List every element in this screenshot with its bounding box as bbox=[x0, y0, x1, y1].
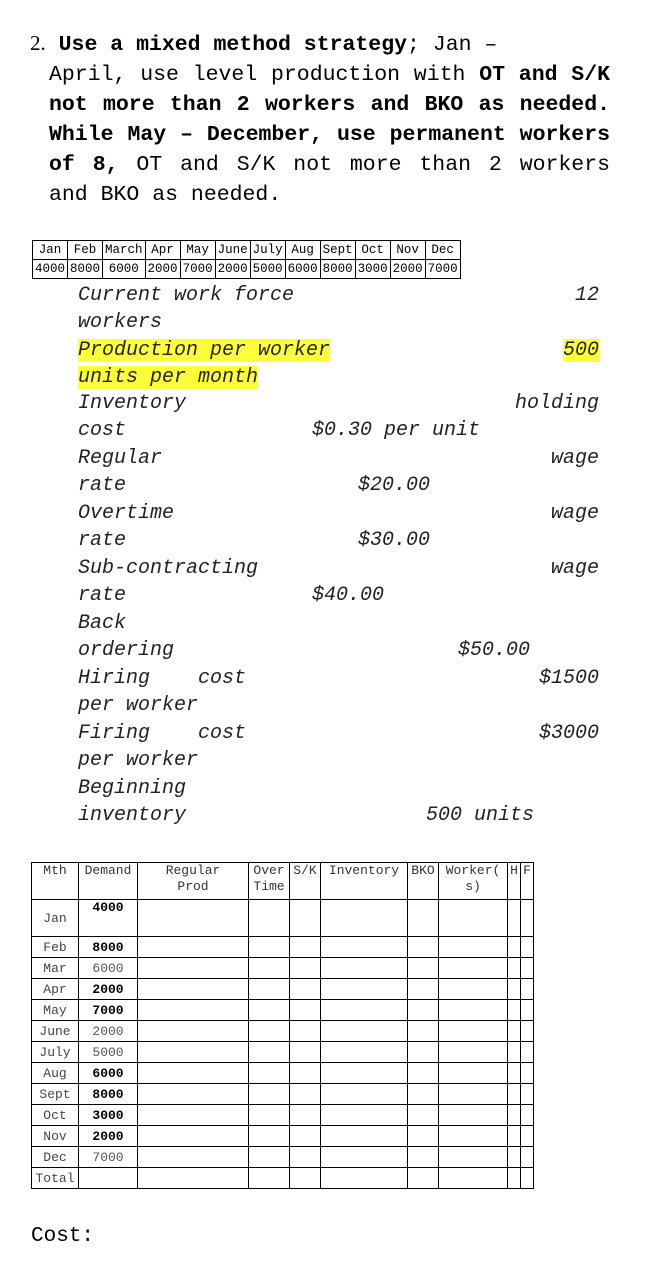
strategy-period: ; Jan – bbox=[407, 33, 498, 57]
month-cell: Apr bbox=[145, 241, 180, 260]
demand-cell: 2000 bbox=[79, 1126, 138, 1147]
problem-statement bbox=[30, 28, 610, 210]
bko-cell[interactable] bbox=[408, 1000, 439, 1021]
month-cell: Jan bbox=[32, 900, 79, 937]
monthly-demand-table bbox=[32, 240, 461, 279]
overtime-cell[interactable] bbox=[249, 1063, 290, 1084]
param-label-right: wage bbox=[550, 557, 599, 580]
bko-cell[interactable] bbox=[408, 1147, 439, 1168]
sk-cell[interactable] bbox=[290, 1063, 321, 1084]
col-header-sk: S/K bbox=[290, 863, 321, 900]
overtime-cell[interactable] bbox=[249, 1105, 290, 1126]
demand-cell: 6000 bbox=[285, 260, 320, 279]
param-label-cont: units per month bbox=[78, 366, 259, 389]
sk-cell[interactable] bbox=[290, 1105, 321, 1126]
demand-cell: 2000 bbox=[215, 260, 250, 279]
month-cell: Sept bbox=[32, 1084, 79, 1105]
param-label-cont: ordering bbox=[78, 639, 175, 662]
regular-prod-cell[interactable] bbox=[138, 1042, 249, 1063]
col-header-hire: H bbox=[508, 863, 521, 900]
demand-cell: 6000 bbox=[79, 1063, 138, 1084]
demand-cell: 5000 bbox=[79, 1042, 138, 1063]
overtime-cell[interactable] bbox=[249, 1042, 290, 1063]
param-label-right: holding bbox=[514, 392, 599, 415]
bko-cell[interactable] bbox=[408, 1126, 439, 1147]
inventory-cell[interactable] bbox=[321, 1147, 408, 1168]
inventory-cell[interactable] bbox=[321, 1042, 408, 1063]
month-cell: March bbox=[103, 241, 146, 260]
col-header-workers bbox=[439, 863, 508, 900]
param-label-cont: rate bbox=[78, 584, 127, 607]
strategy-heading: Use a mixed method strategy bbox=[58, 33, 408, 57]
sk-cell[interactable] bbox=[290, 1000, 321, 1021]
hire-cell[interactable] bbox=[508, 1021, 521, 1042]
param-value: $1500 bbox=[538, 667, 599, 690]
plan-header-row bbox=[32, 863, 534, 900]
param-label: Back bbox=[78, 612, 127, 635]
col-header-demand: Demand bbox=[79, 863, 138, 900]
hire-cell[interactable] bbox=[508, 1063, 521, 1084]
hire-cell[interactable] bbox=[508, 979, 521, 1000]
col-header-regular-prod bbox=[138, 863, 249, 900]
hire-cell[interactable] bbox=[508, 1168, 521, 1189]
hire-cell[interactable] bbox=[508, 1042, 521, 1063]
demand-cell: 8000 bbox=[79, 937, 138, 958]
parameters-list bbox=[78, 284, 599, 832]
problem-number: 2. bbox=[30, 31, 46, 55]
demand-cell: 4000 bbox=[33, 260, 68, 279]
overtime-cell[interactable] bbox=[249, 979, 290, 1000]
table-row bbox=[32, 1063, 534, 1084]
param-label: Sub-contracting bbox=[78, 557, 259, 580]
fire-cell[interactable] bbox=[521, 1105, 534, 1126]
hire-cell[interactable] bbox=[508, 958, 521, 979]
month-cell: June bbox=[32, 1021, 79, 1042]
param-label: Firing cost bbox=[78, 722, 247, 745]
workers-cell[interactable] bbox=[439, 900, 508, 937]
demand-cell: 7000 bbox=[425, 260, 460, 279]
inventory-cell[interactable] bbox=[321, 979, 408, 1000]
hire-cell[interactable] bbox=[508, 900, 521, 937]
fire-cell[interactable] bbox=[521, 958, 534, 979]
param-beginning-inventory bbox=[78, 777, 599, 832]
demand-cell: 8000 bbox=[79, 1084, 138, 1105]
month-cell: Dec bbox=[425, 241, 460, 260]
month-cell: July bbox=[250, 241, 285, 260]
bko-cell[interactable] bbox=[408, 958, 439, 979]
month-cell: May bbox=[32, 1000, 79, 1021]
col-header-overtime bbox=[249, 863, 290, 900]
demand-total-cell[interactable] bbox=[79, 1168, 138, 1189]
bko-cell[interactable] bbox=[408, 937, 439, 958]
problem-body-tail: OT and S/K not more than 2 workers and BKO as needed. bbox=[49, 153, 611, 207]
regular-prod-cell[interactable] bbox=[138, 1105, 249, 1126]
demand-cell: 2000 bbox=[145, 260, 180, 279]
sk-cell[interactable] bbox=[290, 1147, 321, 1168]
month-cell: Oct bbox=[355, 241, 390, 260]
header-line: Prod bbox=[177, 879, 209, 894]
month-cell: May bbox=[180, 241, 215, 260]
hire-cell[interactable] bbox=[508, 937, 521, 958]
month-cell: Dec bbox=[32, 1147, 79, 1168]
hire-cell[interactable] bbox=[508, 1000, 521, 1021]
cost-label: Cost: bbox=[31, 1225, 95, 1248]
workers-cell[interactable] bbox=[439, 1042, 508, 1063]
param-label-cont: inventory bbox=[78, 804, 187, 827]
demand-cell: 7000 bbox=[79, 1000, 138, 1021]
workers-cell[interactable] bbox=[439, 1147, 508, 1168]
month-cell: Aug bbox=[32, 1063, 79, 1084]
inventory-cell[interactable] bbox=[321, 900, 408, 937]
demand-cell: 2000 bbox=[79, 1021, 138, 1042]
param-value: $20.00 bbox=[358, 474, 431, 497]
month-cell: Feb bbox=[32, 937, 79, 958]
param-value: 500 units bbox=[426, 804, 535, 827]
param-hiring-cost bbox=[78, 667, 599, 722]
param-label-right: wage bbox=[550, 502, 599, 525]
param-label: Inventory bbox=[78, 392, 187, 415]
param-value: 12 bbox=[574, 284, 599, 307]
demand-cell: 2000 bbox=[390, 260, 425, 279]
fire-cell[interactable] bbox=[521, 1126, 534, 1147]
col-header-month: Mth bbox=[32, 863, 79, 900]
table-row bbox=[32, 900, 534, 937]
overtime-cell[interactable] bbox=[249, 937, 290, 958]
param-label: Production per worker bbox=[78, 339, 331, 362]
table-row bbox=[32, 1147, 534, 1168]
param-label: Regular bbox=[78, 447, 163, 470]
bko-cell[interactable] bbox=[408, 900, 439, 937]
bko-cell[interactable] bbox=[408, 1105, 439, 1126]
fire-cell[interactable] bbox=[521, 1021, 534, 1042]
regular-prod-cell[interactable] bbox=[138, 1021, 249, 1042]
regular-prod-cell[interactable] bbox=[138, 958, 249, 979]
month-cell: June bbox=[215, 241, 250, 260]
param-value: $40.00 bbox=[312, 584, 385, 607]
param-label-right: wage bbox=[550, 447, 599, 470]
table-row bbox=[32, 958, 534, 979]
sk-cell[interactable] bbox=[290, 1126, 321, 1147]
bko-cell[interactable] bbox=[408, 979, 439, 1000]
inventory-cell[interactable] bbox=[321, 1021, 408, 1042]
param-value: $0.30 per unit bbox=[312, 419, 481, 442]
workers-cell[interactable] bbox=[439, 1063, 508, 1084]
overtime-cell[interactable] bbox=[249, 900, 290, 937]
demand-cell: 6000 bbox=[79, 958, 138, 979]
param-label-cont: cost bbox=[78, 419, 127, 442]
sk-cell[interactable] bbox=[290, 937, 321, 958]
header-line: Worker( bbox=[445, 863, 501, 878]
param-label-cont: per worker bbox=[78, 694, 199, 717]
demand-cell: 8000 bbox=[320, 260, 355, 279]
month-cell: Oct bbox=[32, 1105, 79, 1126]
month-cell: July bbox=[32, 1042, 79, 1063]
fire-cell[interactable] bbox=[521, 1063, 534, 1084]
demand-cell: 6000 bbox=[103, 260, 146, 279]
param-value: $50.00 bbox=[458, 639, 531, 662]
fire-cell[interactable] bbox=[521, 1042, 534, 1063]
param-label-cont: rate bbox=[78, 529, 127, 552]
param-label: Current work force bbox=[78, 284, 295, 307]
workers-cell[interactable] bbox=[439, 979, 508, 1000]
table-row bbox=[32, 1000, 534, 1021]
month-cell: Aug bbox=[285, 241, 320, 260]
regular-prod-cell[interactable] bbox=[138, 1147, 249, 1168]
sk-cell[interactable] bbox=[290, 979, 321, 1000]
param-production bbox=[78, 339, 599, 392]
param-backorder-cost bbox=[78, 612, 599, 667]
bko-cell[interactable] bbox=[408, 1168, 439, 1189]
workers-cell[interactable] bbox=[439, 958, 508, 979]
param-label-cont: workers bbox=[78, 311, 163, 334]
bko-cell[interactable] bbox=[408, 1021, 439, 1042]
inventory-cell[interactable] bbox=[321, 1000, 408, 1021]
inventory-cell[interactable] bbox=[321, 1168, 408, 1189]
inventory-cell[interactable] bbox=[321, 1063, 408, 1084]
param-regular-wage bbox=[78, 447, 599, 502]
table-row bbox=[32, 1084, 534, 1105]
inventory-cell[interactable] bbox=[321, 1084, 408, 1105]
param-value: 500 bbox=[562, 339, 599, 362]
hire-cell[interactable] bbox=[508, 1105, 521, 1126]
overtime-cell[interactable] bbox=[249, 1021, 290, 1042]
problem-body-start: April, use level production with bbox=[49, 63, 480, 87]
param-firing-cost bbox=[78, 722, 599, 777]
demand-cell: 8000 bbox=[68, 260, 103, 279]
param-subcontract-wage bbox=[78, 557, 599, 612]
fire-cell[interactable] bbox=[521, 1168, 534, 1189]
param-holding-cost bbox=[78, 392, 599, 447]
regular-prod-cell[interactable] bbox=[138, 979, 249, 1000]
regular-prod-cell[interactable] bbox=[138, 1000, 249, 1021]
demand-cell: 2000 bbox=[79, 979, 138, 1000]
month-cell: Jan bbox=[33, 241, 68, 260]
workers-cell[interactable] bbox=[439, 1021, 508, 1042]
workers-cell[interactable] bbox=[439, 1168, 508, 1189]
header-line: Over bbox=[253, 863, 285, 878]
param-overtime-wage bbox=[78, 502, 599, 557]
fire-cell[interactable] bbox=[521, 900, 534, 937]
overtime-cell[interactable] bbox=[249, 1126, 290, 1147]
total-label: Total bbox=[32, 1168, 79, 1189]
problem-body bbox=[30, 60, 610, 210]
workers-cell[interactable] bbox=[439, 1084, 508, 1105]
regular-prod-cell[interactable] bbox=[138, 1084, 249, 1105]
regular-prod-cell[interactable] bbox=[138, 1126, 249, 1147]
table-row bbox=[32, 1021, 534, 1042]
demand-row bbox=[33, 260, 461, 279]
overtime-cell[interactable] bbox=[249, 1000, 290, 1021]
sk-cell[interactable] bbox=[290, 1021, 321, 1042]
param-label-cont: per worker bbox=[78, 749, 199, 772]
param-label: Hiring cost bbox=[78, 667, 247, 690]
overtime-cell[interactable] bbox=[249, 1084, 290, 1105]
overtime-cell[interactable] bbox=[249, 1168, 290, 1189]
month-cell: Apr bbox=[32, 979, 79, 1000]
col-header-fire: F bbox=[521, 863, 534, 900]
workers-cell[interactable] bbox=[439, 1105, 508, 1126]
table-row bbox=[32, 937, 534, 958]
aggregate-plan-table bbox=[31, 862, 534, 1189]
problem-body-bold: OT and S/K not more than 2 workers and BKO as needed. While May – December, use permanent workers of 8, bbox=[49, 63, 610, 177]
sk-cell[interactable] bbox=[290, 958, 321, 979]
overtime-cell[interactable] bbox=[249, 958, 290, 979]
header-line: Regular bbox=[165, 863, 221, 878]
overtime-cell[interactable] bbox=[249, 1147, 290, 1168]
workers-cell[interactable] bbox=[439, 1126, 508, 1147]
demand-cell: 3000 bbox=[79, 1105, 138, 1126]
month-cell: Sept bbox=[320, 241, 355, 260]
regular-prod-cell[interactable] bbox=[138, 937, 249, 958]
param-label-cont: rate bbox=[78, 474, 127, 497]
hire-cell[interactable] bbox=[508, 1126, 521, 1147]
regular-prod-cell[interactable] bbox=[138, 900, 249, 937]
regular-prod-cell[interactable] bbox=[138, 1063, 249, 1084]
month-cell: Nov bbox=[32, 1126, 79, 1147]
table-row bbox=[32, 1126, 534, 1147]
bko-cell[interactable] bbox=[408, 1063, 439, 1084]
inventory-cell[interactable] bbox=[321, 1105, 408, 1126]
fire-cell[interactable] bbox=[521, 979, 534, 1000]
demand-cell: 7000 bbox=[180, 260, 215, 279]
regular-prod-cell[interactable] bbox=[138, 1168, 249, 1189]
bko-cell[interactable] bbox=[408, 1084, 439, 1105]
month-cell: Feb bbox=[68, 241, 103, 260]
table-total-row bbox=[32, 1168, 534, 1189]
fire-cell[interactable] bbox=[521, 1000, 534, 1021]
param-label: Overtime bbox=[78, 502, 175, 525]
hire-cell[interactable] bbox=[508, 1084, 521, 1105]
hire-cell[interactable] bbox=[508, 1147, 521, 1168]
col-header-bko: BKO bbox=[408, 863, 439, 900]
workers-cell[interactable] bbox=[439, 937, 508, 958]
table-row bbox=[32, 979, 534, 1000]
col-header-inventory: Inventory bbox=[321, 863, 408, 900]
sk-cell[interactable] bbox=[290, 1168, 321, 1189]
table-row bbox=[32, 1105, 534, 1126]
demand-cell: 5000 bbox=[250, 260, 285, 279]
sk-cell[interactable] bbox=[290, 900, 321, 937]
fire-cell[interactable] bbox=[521, 937, 534, 958]
inventory-cell[interactable] bbox=[321, 958, 408, 979]
param-value: $30.00 bbox=[358, 529, 431, 552]
workers-cell[interactable] bbox=[439, 1000, 508, 1021]
fire-cell[interactable] bbox=[521, 1147, 534, 1168]
demand-cell: 4000 bbox=[79, 900, 138, 937]
month-cell: Nov bbox=[390, 241, 425, 260]
header-line: s) bbox=[465, 879, 481, 894]
header-line: Time bbox=[253, 879, 285, 894]
months-row bbox=[33, 241, 461, 260]
param-label: Beginning bbox=[78, 777, 187, 800]
fire-cell[interactable] bbox=[521, 1084, 534, 1105]
month-cell: Mar bbox=[32, 958, 79, 979]
demand-cell: 7000 bbox=[79, 1147, 138, 1168]
inventory-cell[interactable] bbox=[321, 937, 408, 958]
demand-cell: 3000 bbox=[355, 260, 390, 279]
inventory-cell[interactable] bbox=[321, 1126, 408, 1147]
param-workforce bbox=[78, 284, 599, 339]
bko-cell[interactable] bbox=[408, 1042, 439, 1063]
sk-cell[interactable] bbox=[290, 1084, 321, 1105]
param-value: $3000 bbox=[538, 722, 599, 745]
table-row bbox=[32, 1042, 534, 1063]
sk-cell[interactable] bbox=[290, 1042, 321, 1063]
